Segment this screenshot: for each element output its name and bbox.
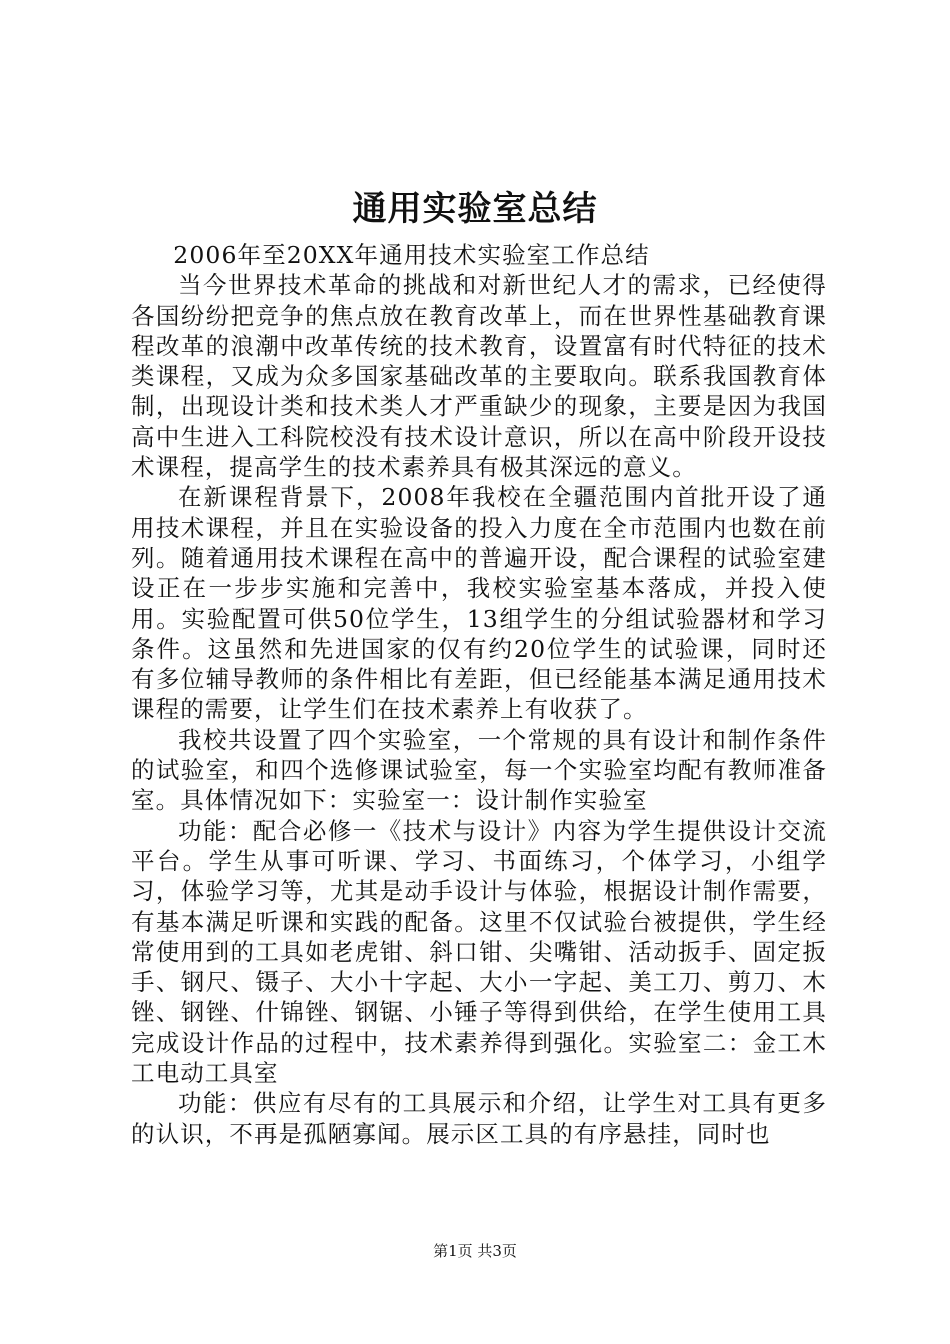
document-subtitle: 2006年至20XX年通用技术实验室工作总结 bbox=[173, 241, 650, 269]
paragraph-lab-overview: 我校共设置了四个实验室，一个常规的具有设计和制作条件的试验室，和四个选修课试验室，每一个实验室均配有教师准备室。具体情况如下：实验室一：设计制作实验室 bbox=[131, 725, 827, 815]
document-title: 通用实验室总结 bbox=[352, 189, 598, 229]
page-footer: 第1页 共3页 bbox=[433, 1242, 517, 1260]
document-body bbox=[131, 240, 827, 1149]
paragraph-intro: 当今世界技术革命的挑战和对新世纪人才的需求，已经使得各国纷纷把竞争的焦点放在教育改革上，而在世界性基础教育课程改革的浪潮中改革传统的技术教育，设置富有时代特征的技术类课程，又成为众多国家基础改革的主要取向。联系我国教育体制，出现设计类和技术类人才严重缺少的现象，主要是因为我国高中生进入工科院校没有技术设计意识，所以在高中阶段开设技术课程，提高学生的技术素养具有极其深远的意义。 bbox=[131, 271, 827, 482]
paragraph-background: 在新课程背景下，2008年我校在全疆范围内首批开设了通用技术课程，并且在实验设备的投入力度在全市范围内也数在前列。随着通用技术课程在高中的普遍开设，配合课程的试验室建设正在一步步实施和完善中，我校实验室基本落成，并投入使用。实验配置可供50位学生，13组学生的分组试验器材和学习条件。这虽然和先进国家的仅有约20位学生的试验课，同时还有多位辅导教师的条件相比有差距，但已经能基本满足通用技术课程的需要，让学生们在技术素养上有收获了。 bbox=[131, 483, 827, 724]
paragraph-lab-two-function: 功能：供应有尽有的工具展示和介绍，让学生对工具有更多的认识，不再是孤陋寡闻。展示区工具的有序悬挂，同时也 bbox=[131, 1089, 827, 1148]
paragraph-lab-one-function: 功能：配合必修一《技术与设计》内容为学生提供设计交流平台。学生从事可听课、学习、书面练习，个体学习，小组学习，体验学习等，尤其是动手设计与体验，根据设计制作需要，有基本满足听课和实践的配备。这里不仅试验台被提供，学生经常使用到的工具如老虎钳、斜口钳、尖嘴钳、活动扳手、固定扳手、钢尺、镊子、大小十字起、大小一字起、美工刀、剪刀、木锉、钢锉、什锦锉、钢锯、小锤子等得到供给，在学生使用工具完成设计作品的过程中，技术素养得到强化。实验室二：金工木工电动工具室 bbox=[131, 816, 827, 1088]
